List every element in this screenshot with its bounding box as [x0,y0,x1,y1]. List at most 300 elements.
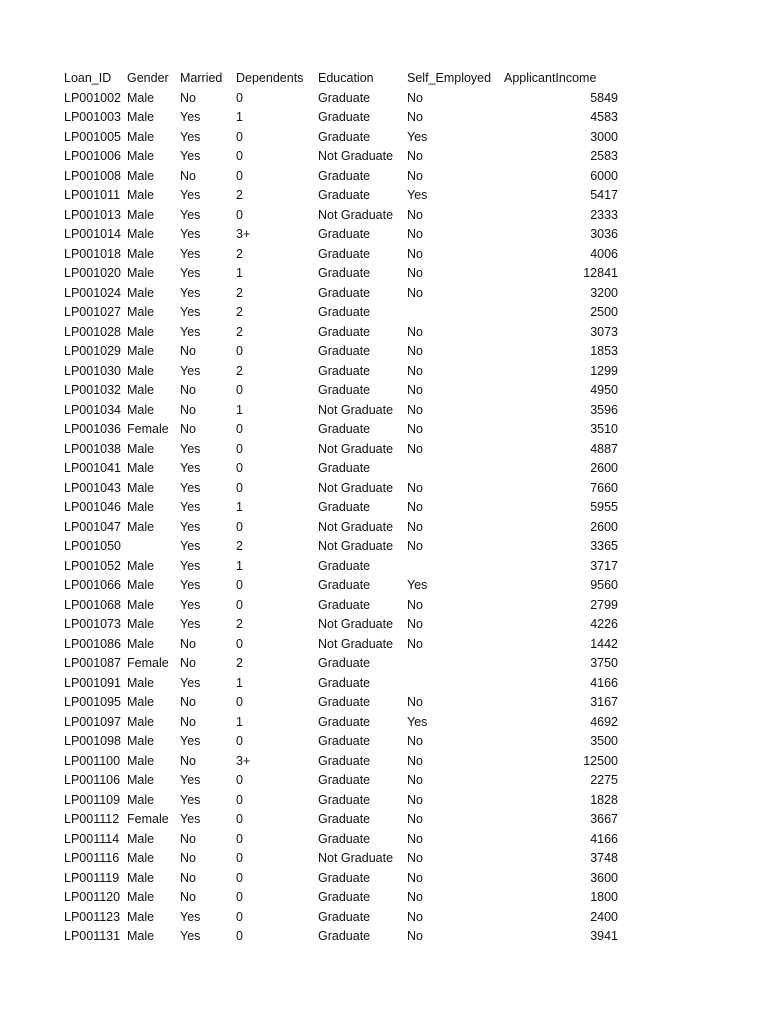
cell-loan-id: LP001046 [64,500,122,514]
cell-loan-id: LP001034 [64,402,122,417]
cell-loan-id: LP001018 [64,246,122,261]
cell-applicant-income: 3073 [590,324,618,339]
cell-self-employed: No [407,753,423,768]
cell-education: Graduate [318,422,371,436]
cell-dependents: 1 [236,500,243,514]
cell-gender: Male [127,266,155,280]
cell-self-employed: No [407,285,423,300]
cell-education: Graduate [318,597,371,612]
cell-education: Graduate [318,383,371,397]
cell-dependents: 1 [236,558,243,573]
cell-loan-id: LP001029 [64,344,122,358]
cell-dependents: 2 [236,363,243,378]
cell-self-employed: No [407,149,423,163]
cell-education: Graduate [318,792,371,807]
cell-applicant-income: 3717 [590,558,618,573]
cell-applicant-income: 2600 [590,461,618,475]
cell-loan-id: LP001047 [64,519,122,534]
cell-applicant-income: 3365 [590,539,618,553]
cell-applicant-income: 3036 [590,227,618,241]
cell-applicant-income: 2600 [590,519,618,534]
cell-applicant-income: 5417 [590,188,618,202]
cell-self-employed: No [407,812,423,826]
cell-married: No [180,636,196,651]
cell-gender: Male [127,324,155,339]
cell-education: Graduate [318,324,371,339]
cell-married: No [180,656,196,670]
cell-gender: Male [127,500,155,514]
cell-gender: Male [127,617,155,631]
cell-education: Graduate [318,246,371,261]
cell-married: No [180,714,196,729]
cell-dependents: 1 [236,110,243,124]
cell-education: Graduate [318,773,371,787]
cell-education: Graduate [318,558,371,573]
cell-gender: Male [127,734,155,748]
cell-dependents: 0 [236,831,243,846]
cell-married: Yes [180,812,201,826]
cell-applicant-income: 2500 [590,305,618,319]
cell-loan-id: LP001006 [64,149,122,163]
cell-gender: Male [127,344,155,358]
cell-dependents: 0 [236,773,243,787]
cell-married: Yes [180,227,201,241]
cell-self-employed: No [407,480,423,495]
cell-dependents: 0 [236,578,243,592]
cell-married: No [180,870,196,885]
cell-married: Yes [180,480,201,495]
cell-dependents: 2 [236,617,243,631]
cell-dependents: 2 [236,656,243,670]
cell-applicant-income: 3000 [590,129,618,144]
cell-applicant-income: 4950 [590,383,618,397]
cell-dependents: 0 [236,129,243,144]
cell-dependents: 0 [236,461,243,475]
cell-married: Yes [180,246,201,261]
cell-gender: Male [127,558,155,573]
cell-gender: Female [127,656,169,670]
cell-married: Yes [180,519,201,534]
cell-dependents: 0 [236,168,243,183]
cell-gender: Male [127,168,155,183]
cell-dependents: 0 [236,149,243,163]
cell-dependents: 2 [236,305,243,319]
cell-gender: Male [127,149,155,163]
cell-applicant-income: 2799 [590,597,618,612]
cell-gender: Male [127,929,155,943]
cell-dependents: 0 [236,792,243,807]
cell-education: Not Graduate [318,636,394,651]
cell-applicant-income: 3510 [590,422,618,436]
cell-married: Yes [180,792,201,807]
cell-applicant-income: 12841 [583,266,618,280]
cell-gender: Male [127,110,155,124]
cell-dependents: 0 [236,519,243,534]
cell-education: Graduate [318,695,371,709]
cell-loan-id: LP001020 [64,266,122,280]
cell-self-employed: No [407,597,423,612]
cell-married: No [180,753,196,768]
cell-married: Yes [180,285,201,300]
cell-applicant-income: 1442 [590,636,618,651]
cell-loan-id: LP001027 [64,305,122,319]
cell-gender: Male [127,402,155,417]
cell-married: Yes [180,441,201,456]
cell-dependents: 1 [236,714,243,729]
cell-education: Graduate [318,500,371,514]
cell-dependents: 2 [236,324,243,339]
cell-loan-id: LP001109 [64,792,121,807]
cell-loan-id: LP001050 [64,539,122,553]
cell-dependents: 3+ [236,227,251,241]
cell-gender: Male [127,753,155,768]
cell-self-employed: No [407,168,423,183]
header-self-employed: Self_Employed [407,71,492,85]
cell-gender: Male [127,90,155,105]
cell-dependents: 0 [236,890,243,904]
cell-education: Graduate [318,909,371,924]
header-education: Education [318,71,374,85]
cell-loan-id: LP001036 [64,422,122,436]
cell-married: Yes [180,129,201,144]
cell-applicant-income: 2400 [590,909,618,924]
cell-loan-id: LP001028 [64,324,122,339]
cell-education: Graduate [318,734,371,748]
cell-applicant-income: 3200 [590,285,618,300]
cell-gender: Male [127,792,155,807]
cell-married: Yes [180,675,201,690]
cell-applicant-income: 2333 [590,207,618,222]
cell-education: Graduate [318,675,371,690]
cell-loan-id: LP001008 [64,168,122,183]
cell-self-employed: No [407,324,423,339]
cell-applicant-income: 1828 [590,792,618,807]
cell-education: Graduate [318,285,371,300]
cell-married: Yes [180,266,201,280]
cell-education: Graduate [318,812,371,826]
cell-gender: Male [127,519,155,534]
cell-education: Graduate [318,363,371,378]
cell-self-employed: No [407,207,423,222]
cell-education: Graduate [318,110,371,124]
cell-education: Graduate [318,344,371,358]
cell-education: Graduate [318,656,371,670]
cell-self-employed: No [407,617,423,631]
cell-applicant-income: 3748 [590,851,618,865]
cell-married: No [180,831,196,846]
cell-education: Graduate [318,227,371,241]
cell-gender: Male [127,227,155,241]
cell-married: Yes [180,207,201,222]
cell-applicant-income: 1800 [590,890,618,904]
cell-applicant-income: 4887 [590,441,618,456]
cell-education: Graduate [318,890,371,904]
cell-loan-id: LP001098 [64,734,122,748]
cell-self-employed: No [407,266,423,280]
cell-gender: Male [127,480,155,495]
cell-loan-id: LP001112 [64,812,120,826]
cell-gender: Male [127,851,155,865]
cell-self-employed: Yes [407,714,428,729]
cell-loan-id: LP001043 [64,480,122,495]
cell-married: No [180,344,196,358]
cell-self-employed: No [407,383,423,397]
cell-self-employed: No [407,363,423,378]
cell-married: Yes [180,149,201,163]
cell-gender: Male [127,246,155,261]
cell-married: No [180,402,196,417]
cell-gender: Male [127,890,155,904]
cell-gender: Male [127,188,155,202]
cell-loan-id: LP001024 [64,285,122,300]
cell-applicant-income: 4006 [590,246,618,261]
cell-self-employed: Yes [407,129,428,144]
cell-self-employed: No [407,500,423,514]
cell-gender: Male [127,636,155,651]
cell-dependents: 0 [236,422,243,436]
cell-self-employed: No [407,831,423,846]
cell-self-employed: No [407,441,423,456]
cell-education: Graduate [318,188,371,202]
cell-married: Yes [180,617,201,631]
cell-applicant-income: 4583 [590,110,618,124]
cell-married: Yes [180,324,201,339]
cell-applicant-income: 1299 [590,363,618,378]
cell-loan-id: LP001116 [64,851,120,865]
cell-dependents: 0 [236,90,243,105]
cell-education: Not Graduate [318,851,394,865]
cell-applicant-income: 3167 [590,695,618,709]
cell-loan-id: LP001120 [64,890,121,904]
cell-loan-id: LP001011 [64,188,121,202]
cell-education: Graduate [318,266,371,280]
cell-dependents: 0 [236,344,243,358]
cell-education: Graduate [318,461,371,475]
cell-married: No [180,851,196,865]
cell-gender: Male [127,597,155,612]
cell-self-employed: No [407,870,423,885]
cell-applicant-income: 1853 [590,344,618,358]
cell-dependents: 1 [236,402,243,417]
cell-loan-id: LP001106 [64,773,121,787]
cell-dependents: 0 [236,734,243,748]
cell-loan-id: LP001091 [64,675,122,690]
cell-married: No [180,890,196,904]
cell-married: No [180,90,196,105]
cell-applicant-income: 9560 [590,578,618,592]
cell-applicant-income: 7660 [590,480,618,495]
cell-gender: Male [127,461,155,475]
cell-gender: Male [127,831,155,846]
cell-applicant-income: 5849 [590,90,618,105]
cell-loan-id: LP001086 [64,636,122,651]
cell-dependents: 2 [236,285,243,300]
cell-education: Graduate [318,870,371,885]
cell-applicant-income: 2583 [590,149,618,163]
cell-applicant-income: 4226 [590,617,618,631]
cell-self-employed: No [407,773,423,787]
cell-applicant-income: 3667 [590,812,618,826]
cell-self-employed: No [407,890,423,904]
cell-education: Not Graduate [318,480,394,495]
cell-education: Graduate [318,168,371,183]
cell-applicant-income: 4166 [590,675,618,690]
cell-loan-id: LP001041 [64,461,122,475]
cell-self-employed: No [407,851,423,865]
cell-applicant-income: 5955 [590,500,618,514]
cell-dependents: 0 [236,812,243,826]
cell-dependents: 0 [236,851,243,865]
cell-married: Yes [180,188,201,202]
cell-gender: Male [127,909,155,924]
cell-loan-id: LP001068 [64,597,122,612]
cell-loan-id: LP001087 [64,656,122,670]
cell-education: Graduate [318,129,371,144]
cell-dependents: 0 [236,909,243,924]
cell-education: Graduate [318,753,371,768]
cell-dependents: 1 [236,266,243,280]
cell-self-employed: No [407,792,423,807]
cell-loan-id: LP001003 [64,110,122,124]
cell-education: Graduate [318,831,371,846]
cell-self-employed: No [407,929,423,943]
cell-applicant-income: 2275 [590,773,618,787]
cell-dependents: 0 [236,597,243,612]
cell-married: Yes [180,305,201,319]
cell-married: Yes [180,909,201,924]
cell-loan-id: LP001038 [64,441,122,456]
cell-married: Yes [180,539,201,553]
cell-education: Graduate [318,305,371,319]
cell-married: Yes [180,363,201,378]
cell-self-employed: No [407,422,423,436]
cell-education: Graduate [318,714,371,729]
cell-applicant-income: 12500 [583,753,618,768]
cell-applicant-income: 3500 [590,734,618,748]
cell-gender: Male [127,129,155,144]
cell-dependents: 0 [236,441,243,456]
cell-self-employed: No [407,90,423,105]
header-loan-id: Loan_ID [64,71,112,85]
cell-loan-id: LP001005 [64,129,122,144]
cell-dependents: 0 [236,383,243,397]
cell-dependents: 2 [236,246,243,261]
cell-self-employed: Yes [407,578,428,592]
cell-gender: Male [127,383,155,397]
cell-married: Yes [180,929,201,943]
cell-gender: Male [127,773,155,787]
cell-loan-id: LP001013 [64,207,122,222]
cell-self-employed: No [407,344,423,358]
cell-applicant-income: 4692 [590,714,618,729]
header-dependents: Dependents [236,71,304,85]
cell-married: Yes [180,734,201,748]
header-gender: Gender [127,71,169,85]
cell-applicant-income: 3596 [590,402,618,417]
cell-dependents: 2 [236,539,243,553]
cell-gender: Male [127,441,155,456]
header-applicant-income: ApplicantIncome [504,71,597,85]
cell-gender: Male [127,870,155,885]
cell-self-employed: No [407,734,423,748]
cell-loan-id: LP001052 [64,558,122,573]
cell-education: Not Graduate [318,441,394,456]
header-married: Married [180,71,223,85]
cell-loan-id: LP001114 [64,831,120,846]
cell-education: Graduate [318,90,371,105]
cell-married: No [180,383,196,397]
cell-self-employed: No [407,402,423,417]
cell-gender: Male [127,675,155,690]
cell-loan-id: LP001014 [64,227,122,241]
cell-dependents: 0 [236,207,243,222]
cell-dependents: 0 [236,480,243,495]
cell-married: Yes [180,461,201,475]
cell-gender: Female [127,812,169,826]
cell-applicant-income: 6000 [590,168,618,183]
cell-married: Yes [180,110,201,124]
cell-gender: Male [127,714,155,729]
cell-dependents: 1 [236,675,243,690]
cell-education: Graduate [318,578,371,592]
cell-loan-id: LP001095 [64,695,122,709]
cell-gender: Male [127,578,155,592]
cell-loan-id: LP001119 [64,870,120,885]
cell-education: Not Graduate [318,617,394,631]
cell-loan-id: LP001073 [64,617,122,631]
cell-self-employed: No [407,636,423,651]
cell-applicant-income: 3600 [590,870,618,885]
cell-loan-id: LP001131 [64,929,121,943]
cell-dependents: 0 [236,870,243,885]
cell-applicant-income: 4166 [590,831,618,846]
cell-self-employed: No [407,227,423,241]
cell-loan-id: LP001066 [64,578,122,592]
cell-loan-id: LP001002 [64,90,122,105]
cell-married: Yes [180,500,201,514]
cell-education: Graduate [318,929,371,943]
cell-gender: Male [127,695,155,709]
cell-self-employed: No [407,519,423,534]
cell-self-employed: No [407,909,423,924]
cell-applicant-income: 3750 [590,656,618,670]
cell-married: Yes [180,558,201,573]
cell-dependents: 2 [236,188,243,202]
cell-married: Yes [180,773,201,787]
cell-married: No [180,695,196,709]
cell-education: Not Graduate [318,519,394,534]
cell-dependents: 0 [236,929,243,943]
cell-married: Yes [180,578,201,592]
cell-married: Yes [180,597,201,612]
cell-dependents: 0 [236,695,243,709]
cell-gender: Female [127,422,169,436]
cell-gender: Male [127,285,155,300]
cell-self-employed: No [407,110,423,124]
cell-dependents: 3+ [236,753,251,768]
cell-applicant-income: 3941 [590,929,618,943]
cell-gender: Male [127,363,155,378]
cell-self-employed: No [407,539,423,553]
cell-loan-id: LP001032 [64,383,122,397]
cell-married: No [180,422,196,436]
cell-loan-id: LP001123 [64,909,121,924]
cell-education: Not Graduate [318,402,394,417]
cell-dependents: 0 [236,636,243,651]
cell-education: Not Graduate [318,539,394,553]
cell-self-employed: Yes [407,188,428,202]
cell-married: No [180,168,196,183]
